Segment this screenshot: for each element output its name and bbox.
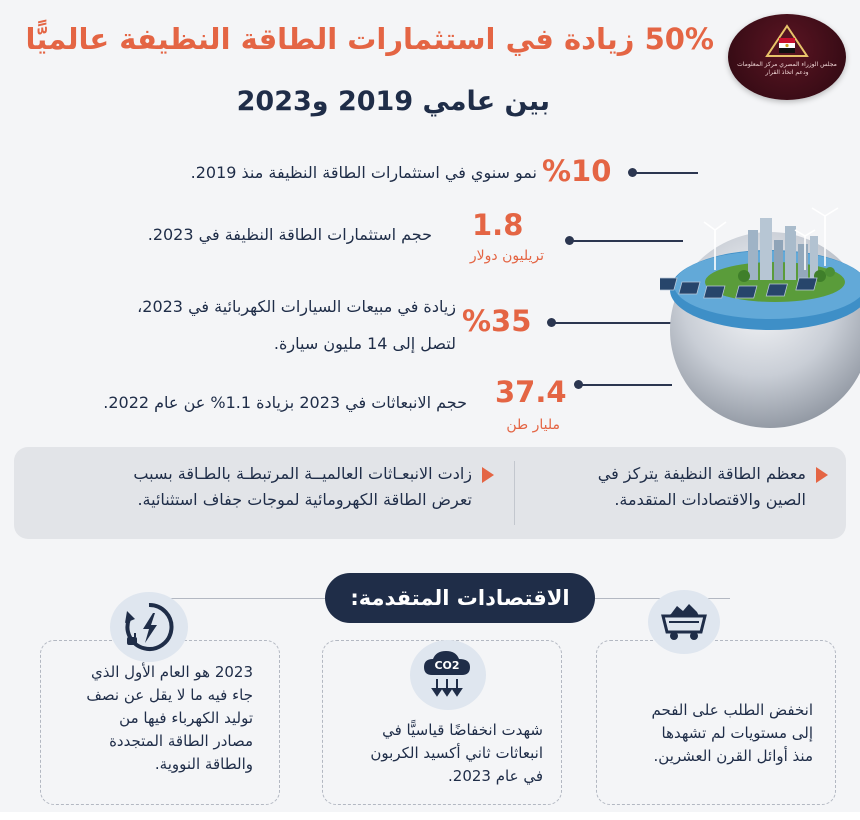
co2-cloud-icon [410,640,486,710]
stat-4-description: حجم الانبعاثات في 2023 بزيادة 1.1% عن عام 2022. [103,393,467,412]
notes-divider [514,461,515,525]
card-co2-text [333,719,543,788]
stat-3-value: %35 [462,304,532,338]
stat-1-value: %10 [542,154,612,188]
co2-label: CO2 [434,659,460,672]
card-co2-line3: في عام 2023. [448,767,543,785]
bottom-strip [0,812,860,820]
cabinet-logo [728,14,846,100]
card-electricity-line2: جاء فيه ما لا يقل عن نصف [86,686,253,704]
page-title: 50% زيادة في استثمارات الطاقة النظيفة عالميًّا [25,22,714,56]
stat-3-connector [555,322,675,324]
card-coal-line1: انخفض الطلب على الفحم [651,701,813,719]
notes-panel [14,447,846,539]
card-electricity-line3: توليد الكهرباء فيها من [119,709,253,727]
stat-2-description: حجم استثمارات الطاقة النظيفة في 2023. [147,225,432,244]
stat-3-description-line1: زيادة في مبيعات السيارات الكهربائية في 2023، [137,297,456,316]
card-coal-line2: إلى مستويات لم تشهدها [661,724,813,742]
note-right-arrow-icon [816,467,828,483]
card-electricity-text [43,661,253,776]
section-title: الاقتصادات المتقدمة: [325,573,595,623]
note-left [26,461,472,513]
card-co2-line1: شهدت انخفاضًا قياسيًّا في [382,721,543,739]
note-right [526,461,806,513]
card-co2-line2: انبعاثات ثاني أكسيد الكربون [370,744,543,762]
logo-text: مجلس الوزراء المصري مركز المعلومات ودعم اتخاذ القرار [737,61,837,76]
note-right-line2: الصين والاقتصادات المتقدمة. [614,490,806,509]
coal-cart-icon [648,590,720,654]
note-left-arrow-icon [482,467,494,483]
stat-2-unit: تريليون دولار [469,248,544,264]
card-coal-text [608,699,813,768]
note-right-line1: معظم الطاقة النظيفة يتركز في [597,464,806,483]
stat-3-description-line2: لتصل إلى 14 مليون سيارة. [273,334,456,353]
stat-1-description: نمو سنوي في استثمارات الطاقة النظيفة منذ 2019. [190,163,537,182]
card-electricity-line4: مصادر الطاقة المتجددة [109,732,253,750]
pyramid-flag-icon [765,24,809,58]
stat-4-unit: مليار طن [506,417,560,433]
stat-4-value: 37.4 [495,375,567,409]
plug-energy-icon [110,592,188,662]
stat-2-value: 1.8 [472,208,524,242]
card-coal-line3: منذ أوائل القرن العشرين. [653,747,813,765]
note-left-line2: تعرض الطاقة الكهرومائية لموجات جفاف استثنائية. [137,490,472,509]
page-subtitle: بين عامي 2019 و2023 [236,86,550,117]
card-electricity-line1: 2023 هو العام الأول الذي [91,663,253,681]
note-left-line1: زادت الانبعـاثات العالميــة المرتبطـة بالطـاقة بسبب [133,464,472,483]
stat-4-connector [582,384,672,386]
card-coal [596,640,836,805]
card-electricity [40,640,280,805]
card-electricity-line5: والطاقة النووية. [154,755,253,773]
green-city-globe-illustration [660,170,860,430]
